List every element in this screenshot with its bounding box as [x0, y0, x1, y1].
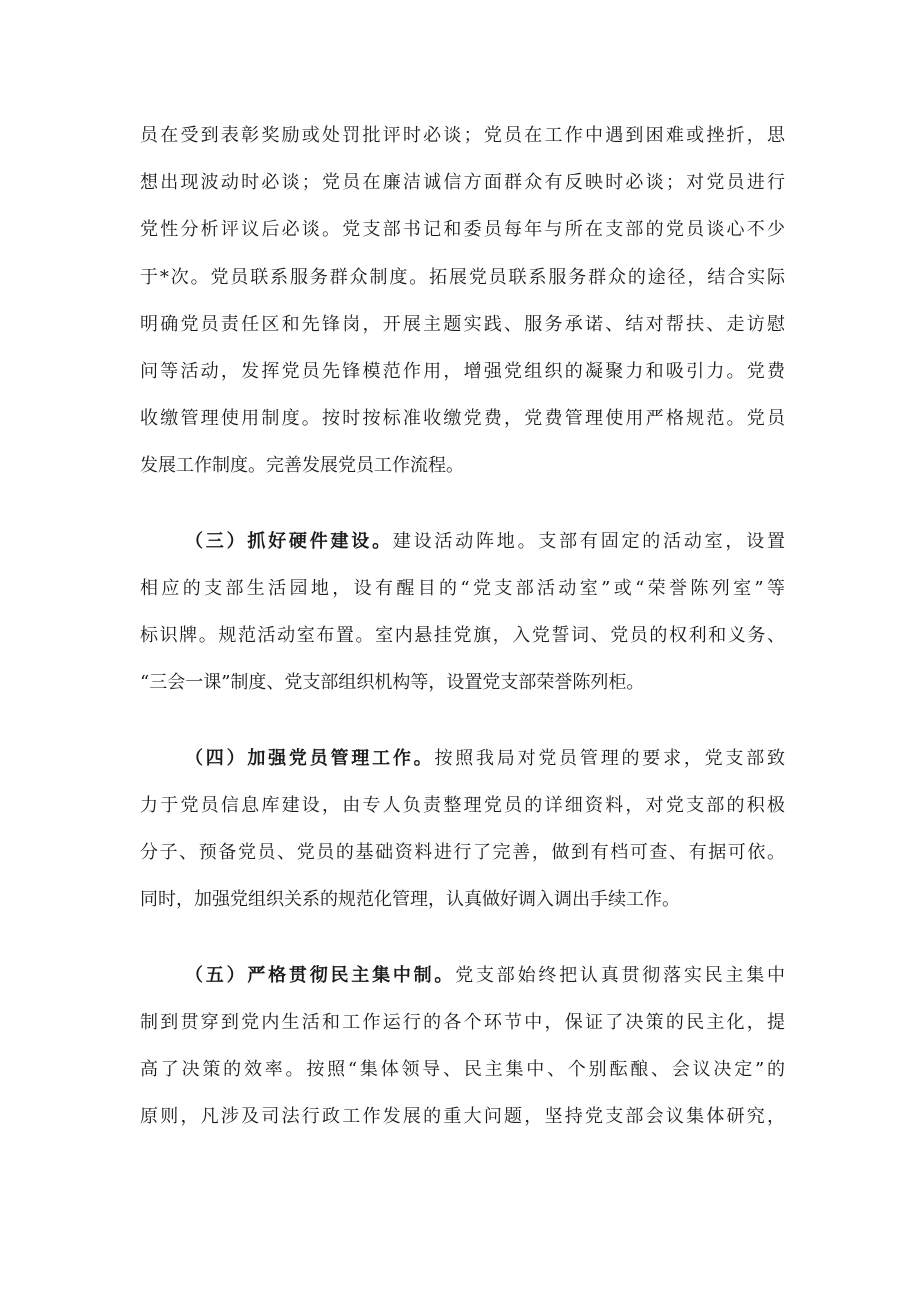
text-line: 分子、预备党员、党员的基础资料进行了完善，做到有档可查、有据可依。 — [140, 842, 785, 863]
text-line: 相应的支部生活园地，设有醒目的“党支部活动室”或“荣誉陈列室”等 — [140, 578, 785, 599]
section-text: 建设活动阵地。支部有固定的活动室，设置 — [392, 531, 786, 552]
section-first-line — [185, 744, 785, 774]
text-line: 同时，加强党组织关系的规范化管理，认真做好调入调出手续工作。 — [140, 889, 680, 910]
text-line: 想出现波动时必谈；党员在廉洁诚信方面群众有反映时必谈；对党员进行 — [140, 172, 785, 193]
section-text: 党支部始终把认真贯彻落实民主集中 — [455, 965, 786, 986]
text-line: 收缴管理使用制度。按时按标准收缴党费，党费管理使用严格规范。党员 — [140, 408, 785, 429]
section-heading: （三）抓好硬件建设。 — [185, 531, 393, 552]
section-heading: （五）严格贯彻民主集中制。 — [185, 965, 456, 986]
text-line: 标识牌。规范活动室布置。室内悬挂党旗，入党誓词、党员的权利和义务、 — [140, 625, 785, 646]
text-line: 发展工作制度。完善发展党员工作流程。 — [140, 455, 464, 476]
text-line: 问等活动，发挥党员先锋模范作用，增强党组织的凝聚力和吸引力。党费 — [140, 361, 785, 382]
section-heading: （四）加强党员管理工作。 — [185, 748, 435, 769]
section-first-line — [185, 961, 785, 991]
text-line: “三会一课”制度、党支部组织机构等，设置党支部荣誉陈列柜。 — [140, 672, 645, 693]
text-line: 高了决策的效率。按照“集体领导、民主集中、个别酝酿、会议决定”的 — [140, 1059, 785, 1080]
text-line: 于*次。党员联系服务群众制度。拓展党员联系服务群众的途径，结合实际 — [140, 267, 785, 288]
text-line: 党性分析评议后必谈。党支部书记和委员每年与所在支部的党员谈心不少 — [140, 219, 785, 240]
text-line: 原则，凡涉及司法行政工作发展的重大问题，坚持党支部会议集体研究， — [140, 1106, 785, 1127]
text-line: 力于党员信息库建设，由专人负责整理党员的详细资料，对党支部的积极 — [140, 795, 785, 816]
text-line: 员在受到表彰奖励或处罚批评时必谈；党员在工作中遇到困难或挫折，思 — [140, 125, 785, 146]
text-line: 明确党员责任区和先锋岗，开展主题实践、服务承诺、结对帮扶、走访慰 — [140, 314, 785, 335]
section-text: 按照我局对党员管理的要求，党支部致 — [434, 748, 786, 769]
text-line: 制到贯穿到党内生活和工作运行的各个环节中，保证了决策的民主化，提 — [140, 1012, 785, 1033]
section-first-line — [185, 527, 785, 557]
